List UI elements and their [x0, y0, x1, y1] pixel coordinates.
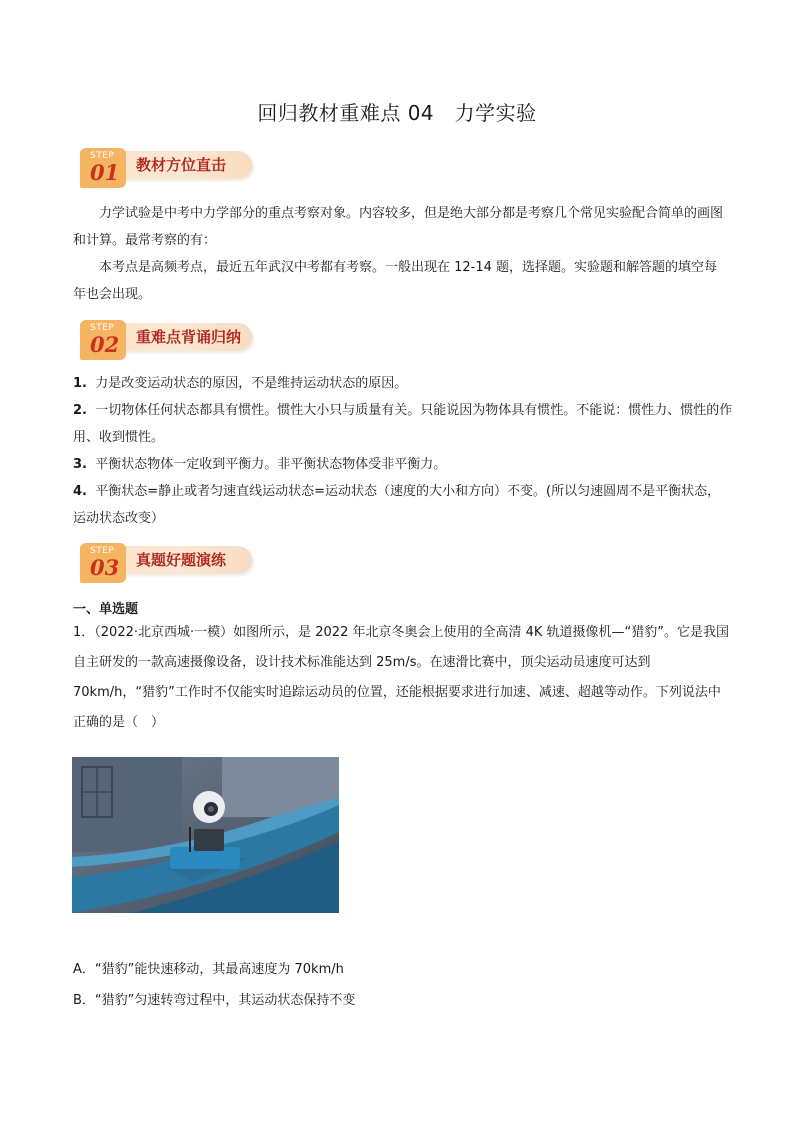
key-point-number: 4. [73, 484, 87, 499]
option-b: B．“猎豹”匀速转弯过程中，其运动状态保持不变 [73, 993, 356, 1008]
key-point-3 [73, 451, 733, 478]
key-point-1 [73, 370, 733, 397]
camera-track-photo [72, 757, 339, 913]
step-banner-03 [80, 546, 252, 586]
step-number: 01 [90, 160, 120, 185]
key-point-text: 平衡状态物体一定收到平衡力。非平衡状态物体受非平衡力。 [95, 457, 447, 472]
question-text: 1．（2022·北京西城·一模）如图所示，是 2022 年北京冬奥会上使用的全高清 4K 轨道摄像机—“猎豹”。它是我国自主研发的一款高速摄像设备，设计技术标准能达到 25m/s。在速滑比赛中，顶尖运动员速度可达到 70km/h，“猎豹”工作时不仅能实时追踪运动员的位置，还能根据要求进行加速、减速、超越等动作。下列说法中正确的是（ ） [73, 625, 729, 730]
step-badge [80, 320, 126, 360]
step-label: 重难点背诵归纳 [136, 328, 242, 346]
step-tag: STEP [90, 546, 115, 556]
step-tag: STEP [90, 151, 115, 161]
option-a: A．“猎豹”能快速移动，其最高速度为 70km/h [73, 962, 344, 977]
step-banner-01 [80, 151, 252, 191]
key-point-4 [73, 478, 733, 532]
intro-paragraph-2: 本考点是高频考点，最近五年武汉中考都有考察。一般出现在 12-14 题，选择题。实验题和解答题的填空每年也会出现。 [73, 260, 718, 302]
page-title: 回归教材重难点 04 力学实验 [257, 101, 537, 125]
key-point-number: 1. [73, 376, 87, 391]
step-badge [80, 543, 126, 583]
key-point-number: 2. [73, 403, 87, 418]
step-badge [80, 148, 126, 188]
step-tag: STEP [90, 323, 115, 333]
intro-paragraph-1: 力学试验是中考中力学部分的重点考察对象。内容较多，但是绝大部分都是考察几个常见实验配合简单的画图和计算。最常考察的有： [73, 206, 724, 248]
step-number: 03 [90, 555, 120, 580]
step-banner-02 [80, 323, 252, 363]
key-point-number: 3. [73, 457, 87, 472]
step-number: 02 [90, 332, 120, 357]
step-label: 教材方位直击 [136, 156, 227, 174]
key-point-2 [73, 397, 733, 451]
step-label: 真题好题演练 [136, 551, 227, 569]
key-point-text: 力是改变运动状态的原因，不是维持运动状态的原因。 [95, 376, 408, 391]
key-point-text: 平衡状态=静止或者匀速直线运动状态=运动状态（速度的大小和方向）不变。(所以匀速圆周不是平衡状态，运动状态改变） [73, 484, 721, 526]
key-point-text: 一切物体任何状态都具有惯性。惯性大小只与质量有关。只能说因为物体具有惯性。不能说：惯性力、惯性的作用、收到惯性。 [73, 403, 733, 445]
section-heading: 一、单选题 [73, 602, 139, 617]
